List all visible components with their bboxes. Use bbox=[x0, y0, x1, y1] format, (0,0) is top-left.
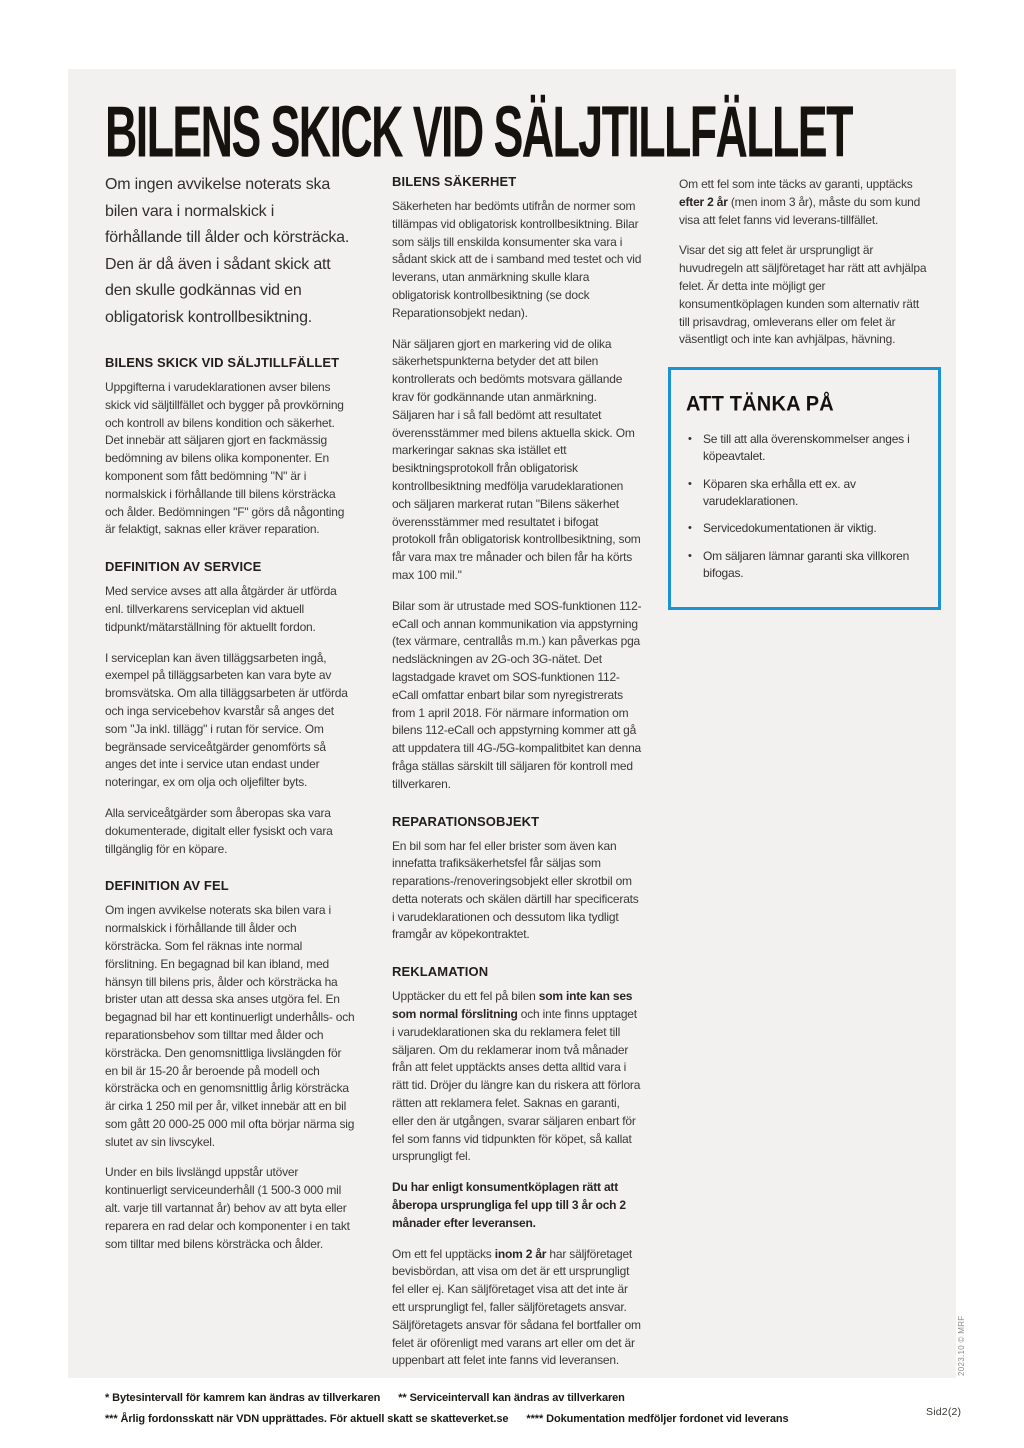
bold-text-segment: Du har enligt konsumentköplagen rätt att åberopa ursprungliga fel upp till 3 år och 2 månader efter leveransen. bbox=[392, 1180, 626, 1230]
paragraph bbox=[679, 176, 929, 229]
paragraph bbox=[392, 988, 642, 1166]
footnote: ** Serviceintervall kan ändras av tillverkaren bbox=[398, 1392, 625, 1404]
page-title: BILENS SKICK VID SÄLJTILLFÄLLET bbox=[105, 90, 852, 173]
footnote-line-1 bbox=[105, 1388, 956, 1409]
callout-heading: ATT TÄNKA PÅ bbox=[686, 392, 834, 416]
text-segment: och inte finns upptaget i varudeklarationen ska du reklamera felet till säljaren. Om du reklamerar inom två månader från att felet upptäckts anses detta alltid vara i rätt tid. Dröjer du längre kan du riskera att förlora rätten att reklamera felet. Saknas en garanti, eller den är utgången, svarar säljaren enbart för fel som fanns vid tidpunkten för köpet, så kallat ursprungligt fel. bbox=[392, 1007, 641, 1164]
page-number: Sid2(2) bbox=[926, 1406, 962, 1418]
callout-bullet-item bbox=[686, 476, 920, 510]
edition-mark: 2023.10 © MRF bbox=[957, 1315, 966, 1376]
bullet-text: Om säljaren lämnar garanti ska villkoren bifogas. bbox=[703, 549, 910, 580]
paragraph-bold bbox=[392, 1179, 642, 1232]
paragraph: Om ingen avvikelse noterats ska bilen vara i normalskick i förhållande till ålder och körsträcka. Som fel räknas inte normal förslitning. En begagnad bil kan ibland, med hänsyn till bilens pris, ålder och körsträcka ha brister utan att dessa ska anses utgöra fel. En begagnad bil har ett kontinuerligt underhålls- och reparationsbehov som tilltar med ålder och körsträcka. Den genomsnittliga livslängden för en bil är 15-20 år beroende på modell och körsträcka och en genomsnittlig årlig körsträcka är cirka 1 250 mil per år, vilket innebär att en bil som gått 20 000-25 000 mil ofta börjar närma sig slutet av sin livscykel. bbox=[105, 903, 355, 1149]
bullet-text: Servicedokumentationen är viktig. bbox=[703, 521, 877, 536]
text-segment: Upptäcker du ett fel på bilen bbox=[392, 989, 539, 1004]
text-segment: (men inom 3 år), måste du som kund visa att felet fanns vid leverans-tillfället. bbox=[679, 194, 921, 227]
paragraph: Alla serviceåtgärder som åberopas ska vara dokumenterade, digitalt eller fysiskt och vara tillgänglig för en köpare. bbox=[105, 805, 333, 856]
paragraph: Under en bils livslängd uppstår utöver kontinuerligt serviceunderhåll (1 500-3 000 mil alt. varje till vartannat år) behov av att byta eller reparera en rad delar och komponenter i en takt som tilltar med bilens körsträcka och ålder. bbox=[105, 1165, 350, 1251]
footnote: **** Dokumentation medföljer fordonet vid leverans bbox=[526, 1413, 789, 1425]
column-2 bbox=[392, 172, 642, 1383]
text-segment: har säljföretaget bevisbördan, att visa om det är ett ursprungligt fel eller ej. Kan säljföretaget visa att det inte är ett ursprungligt fel, faller säljföretagets ansvar. Säljföretagets ansvar för sådana fel bortfaller om felet är oförenligt med varans art eller om det är uppenbart att felet inte fanns vid leveransen. bbox=[392, 1246, 641, 1368]
section-heading-reparationsobjekt: REPARATIONSOBJEKT bbox=[392, 813, 540, 829]
section-heading-bilens-skick: BILENS SKICK VID SÄLJTILLFÄLLET bbox=[105, 355, 340, 370]
section-heading-definition-av-fel: DEFINITION AV FEL bbox=[105, 878, 229, 894]
paragraph: Säkerheten har bedömts utifrån de normer som tillämpas vid obligatorisk kontrollbesiktning. Bilar som säljs till enskilda konsumenter ska vara i sådant skick att de i samband med testet och vid leverans, utan anmärkning skulle klara obligatorisk kontrollbesiktning (se dock Reparationsobjekt nedan). bbox=[392, 199, 642, 320]
paragraph: Med service avses att alla åtgärder är utförda enl. tillverkarens serviceplan vid aktuell tidpunkt/mätarställning för aktuellt fordon. bbox=[105, 584, 337, 634]
att-tanka-pa-box bbox=[668, 367, 941, 610]
columns bbox=[105, 172, 929, 1383]
bullet-text: Se till att alla överenskommelser anges i köpeavtalet. bbox=[703, 432, 910, 463]
content-panel bbox=[68, 69, 956, 1378]
paragraph: Visar det sig att felet är ursprungligt är huvudregeln att säljföretaget har rätt att avhjälpa felet. Är detta inte möjligt ger konsumentköplagen kunden som alternativ rätt till prisavdrag, omleverans eller om felet är väsentligt och inte kan avhjälpas, hävning. bbox=[679, 243, 927, 347]
callout-bullet-item bbox=[686, 520, 920, 537]
footnotes bbox=[105, 1388, 956, 1430]
section-heading-definition-av-service: DEFINITION AV SERVICE bbox=[105, 559, 262, 575]
section-heading-bilens-sakerhet: BILENS SÄKERHET bbox=[392, 174, 517, 189]
callout-bullet-item bbox=[686, 431, 920, 465]
text-segment: Om ett fel som inte täcks av garanti, upptäcks bbox=[679, 177, 913, 191]
footnote: * Bytesintervall för kamrem kan ändras av tillverkaren bbox=[105, 1392, 381, 1404]
paragraph: Bilar som är utrustade med SOS-funktionen 112-eCall och annan kommunikation via appstyrning (tex värmare, centrallås m.m.) kan påverkas pga nedsläckningen av 2G-och 3G-nätet. Det lagstadgade kravet om SOS-funktionen 112-eCall omfattar enbart bilar som nyregistrerats from 1 april 2018. För närmare information om bilens 112-eCall och appstyrning kommer att gå att uppdatera till 4G-/5G-kompalitbitet kan denna fråga ställas särskilt till säljaren för kontroll med tillverkaren. bbox=[392, 598, 642, 791]
column-3 bbox=[679, 172, 929, 1383]
callout-bullet-item bbox=[686, 548, 920, 582]
paragraph: Uppgifterna i varudeklarationen avser bilens skick vid säljtillfället och bygger på provkörning och kontroll av bilens kondition och säkerhet. Det innebär att säljaren gjort en fackmässig bedömning av bilens olika komponenter. En komponent som fått bedömning "N" är i normalskick i förhållande till bilens körsträcka och ålder. Bedömningen "F" görs då någonting är felaktigt, saknas eller kräver reparation. bbox=[105, 380, 345, 537]
section-heading-reklamation: REKLAMATION bbox=[392, 964, 489, 980]
bold-text-segment: efter 2 år bbox=[679, 194, 728, 209]
callout-bullet-list bbox=[686, 431, 920, 582]
bold-text-segment: som inte kan ses som normal förslitning bbox=[392, 989, 633, 1022]
footnote: *** Årlig fordonsskatt när VDN upprättades. För aktuell skatt se skatteverket.se bbox=[105, 1413, 509, 1425]
text-segment: Om ett fel upptäcks bbox=[392, 1246, 495, 1261]
paragraph: En bil som har fel eller brister som även kan innefatta trafiksäkerhetsfel får säljas som reparations-/renoveringsobjekt eller skrotbil om detta noterats och skälen därtill har specificerats i varudeklarationen och dessutom lika tydligt framgår av köpekontraktet. bbox=[392, 838, 639, 942]
bold-text-segment: inom 2 år bbox=[494, 1246, 547, 1261]
intro-paragraph: Om ingen avvikelse noterats ska bilen vara i normalskick i förhållande till ålder och körsträcka. Den är då även i sådant skick att den skulle godkännas vid en obligatorisk kontrollbesiktning. bbox=[105, 176, 350, 326]
bullet-text: Köparen ska erhålla ett ex. av varudeklarationen. bbox=[703, 476, 856, 508]
paragraph bbox=[392, 1246, 642, 1371]
column-1 bbox=[105, 172, 355, 1383]
footnote-line-2 bbox=[105, 1409, 956, 1430]
paragraph: När säljaren gjort en markering vid de olika säkerhetspunkterna betyder det att bilen kontrollerats och bedömts motsvara gällande krav för godkännande utan anmärkning. Säljaren har i så fall bedömt att resultatet överensstämmer med bilens aktuella skick. Om markeringar saknas ska istället ett besiktningsprotokoll från obligatorisk kontrollbesiktning medfölja varudeklarationen och säljaren markerat rutan "Bilens säkerhet överensstämmer med resultatet i bifogat protokoll från obligatorisk kontrollbesiktning, som får vara max tre månader och bilen får ha körts max 100 mil." bbox=[392, 336, 641, 582]
paragraph: I serviceplan kan även tilläggsarbeten ingå, exempel på tilläggsarbeten kan vara byte av bromsvätska. Om alla tilläggsarbeten är utförda och inga servicebehov kvarstår så anges det som "Ja inkl. tillägg" i rutan för service. Om begränsade serviceåtgärder genomförts så anges det inte i service utan endast under noteringar, ex om olja och oljefilter byts. bbox=[105, 650, 348, 790]
